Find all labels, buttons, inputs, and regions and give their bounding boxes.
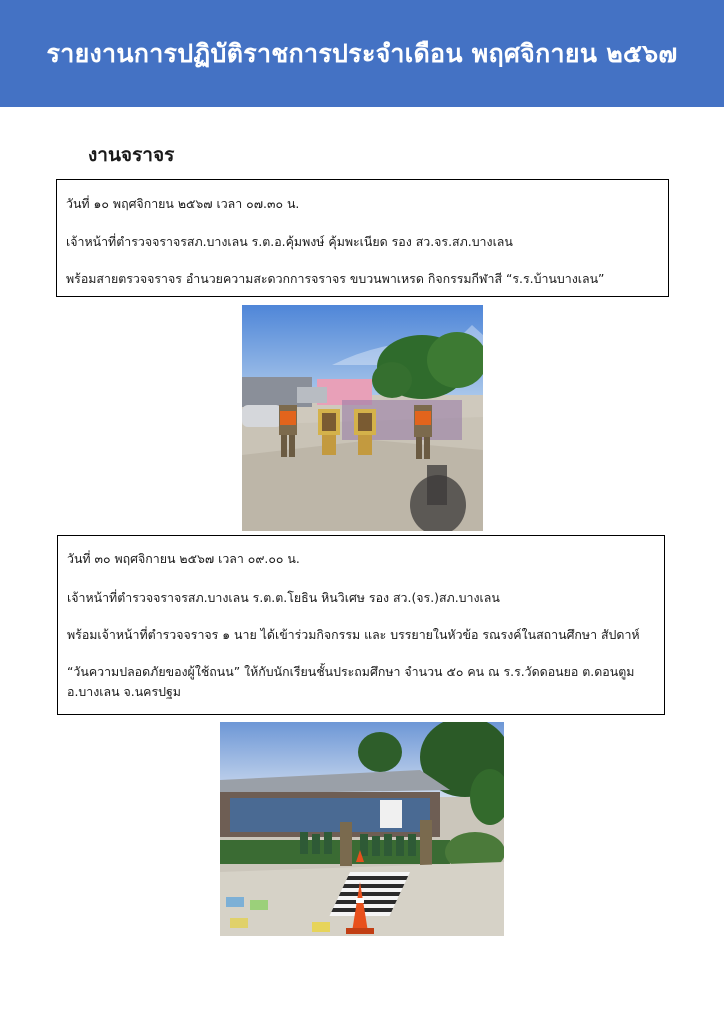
report-2-detail: พร้อมเจ้าหน้าที่ตำรวจจราจร ๑ นาย ได้เข้าร่วมกิจกรรม และ บรรยายในหัวข้อ รณรงค์ในสถานศึกษา สัปดาห์ bbox=[67, 627, 640, 642]
report-box-1 bbox=[56, 179, 669, 297]
section-title: งานจราจร bbox=[88, 144, 175, 166]
header-banner bbox=[0, 0, 724, 107]
parade-photo bbox=[242, 305, 483, 531]
report-1-detail: พร้อมสายตรวจจราจร อำนวยความสะดวกการจราจร ขบวนพาเหรด กิจกรรมกีฬาสี “ร.ร.บ้านบางเลน” bbox=[66, 271, 605, 286]
school-activity-photo-image bbox=[220, 722, 504, 936]
page-title: รายงานการปฏิบัติราชการประจำเดือน พฤศจิกายน ๒๕๖๗ bbox=[46, 38, 678, 68]
report-box-2 bbox=[57, 535, 665, 715]
report-2-detail-continued: “วันความปลอดภัยของผู้ใช้ถนน” ให้กับนักเรียนชั้นประถมศึกษา จำนวน ๕๐ คน ณ ร.ร.วัดดอนยอ ต.ดอนตูม อ.บางเลน จ.นครปฐม bbox=[67, 664, 635, 699]
parade-photo-image bbox=[242, 305, 483, 531]
report-1-officer: เจ้าหน้าที่ตำรวจจราจรสภ.บางเลน ร.ต.อ.คุ้มพงษ์ คุ้มพะเนียด รอง สว.จร.สภ.บางเลน bbox=[66, 234, 513, 249]
school-activity-photo bbox=[220, 722, 504, 936]
report-2-officer: เจ้าหน้าที่ตำรวจจราจรสภ.บางเลน ร.ต.ต.โยธิน หินวิเศษ รอง สว.(จร.)สภ.บางเลน bbox=[67, 590, 500, 605]
report-2-date: วันที่ ๓๐ พฤศจิกายน ๒๕๖๗ เวลา ๐๙.๐๐ น. bbox=[67, 551, 300, 566]
report-1-date: วันที่ ๑๐ พฤศจิกายน ๒๕๖๗ เวลา ๐๗.๓๐ น. bbox=[66, 196, 300, 211]
